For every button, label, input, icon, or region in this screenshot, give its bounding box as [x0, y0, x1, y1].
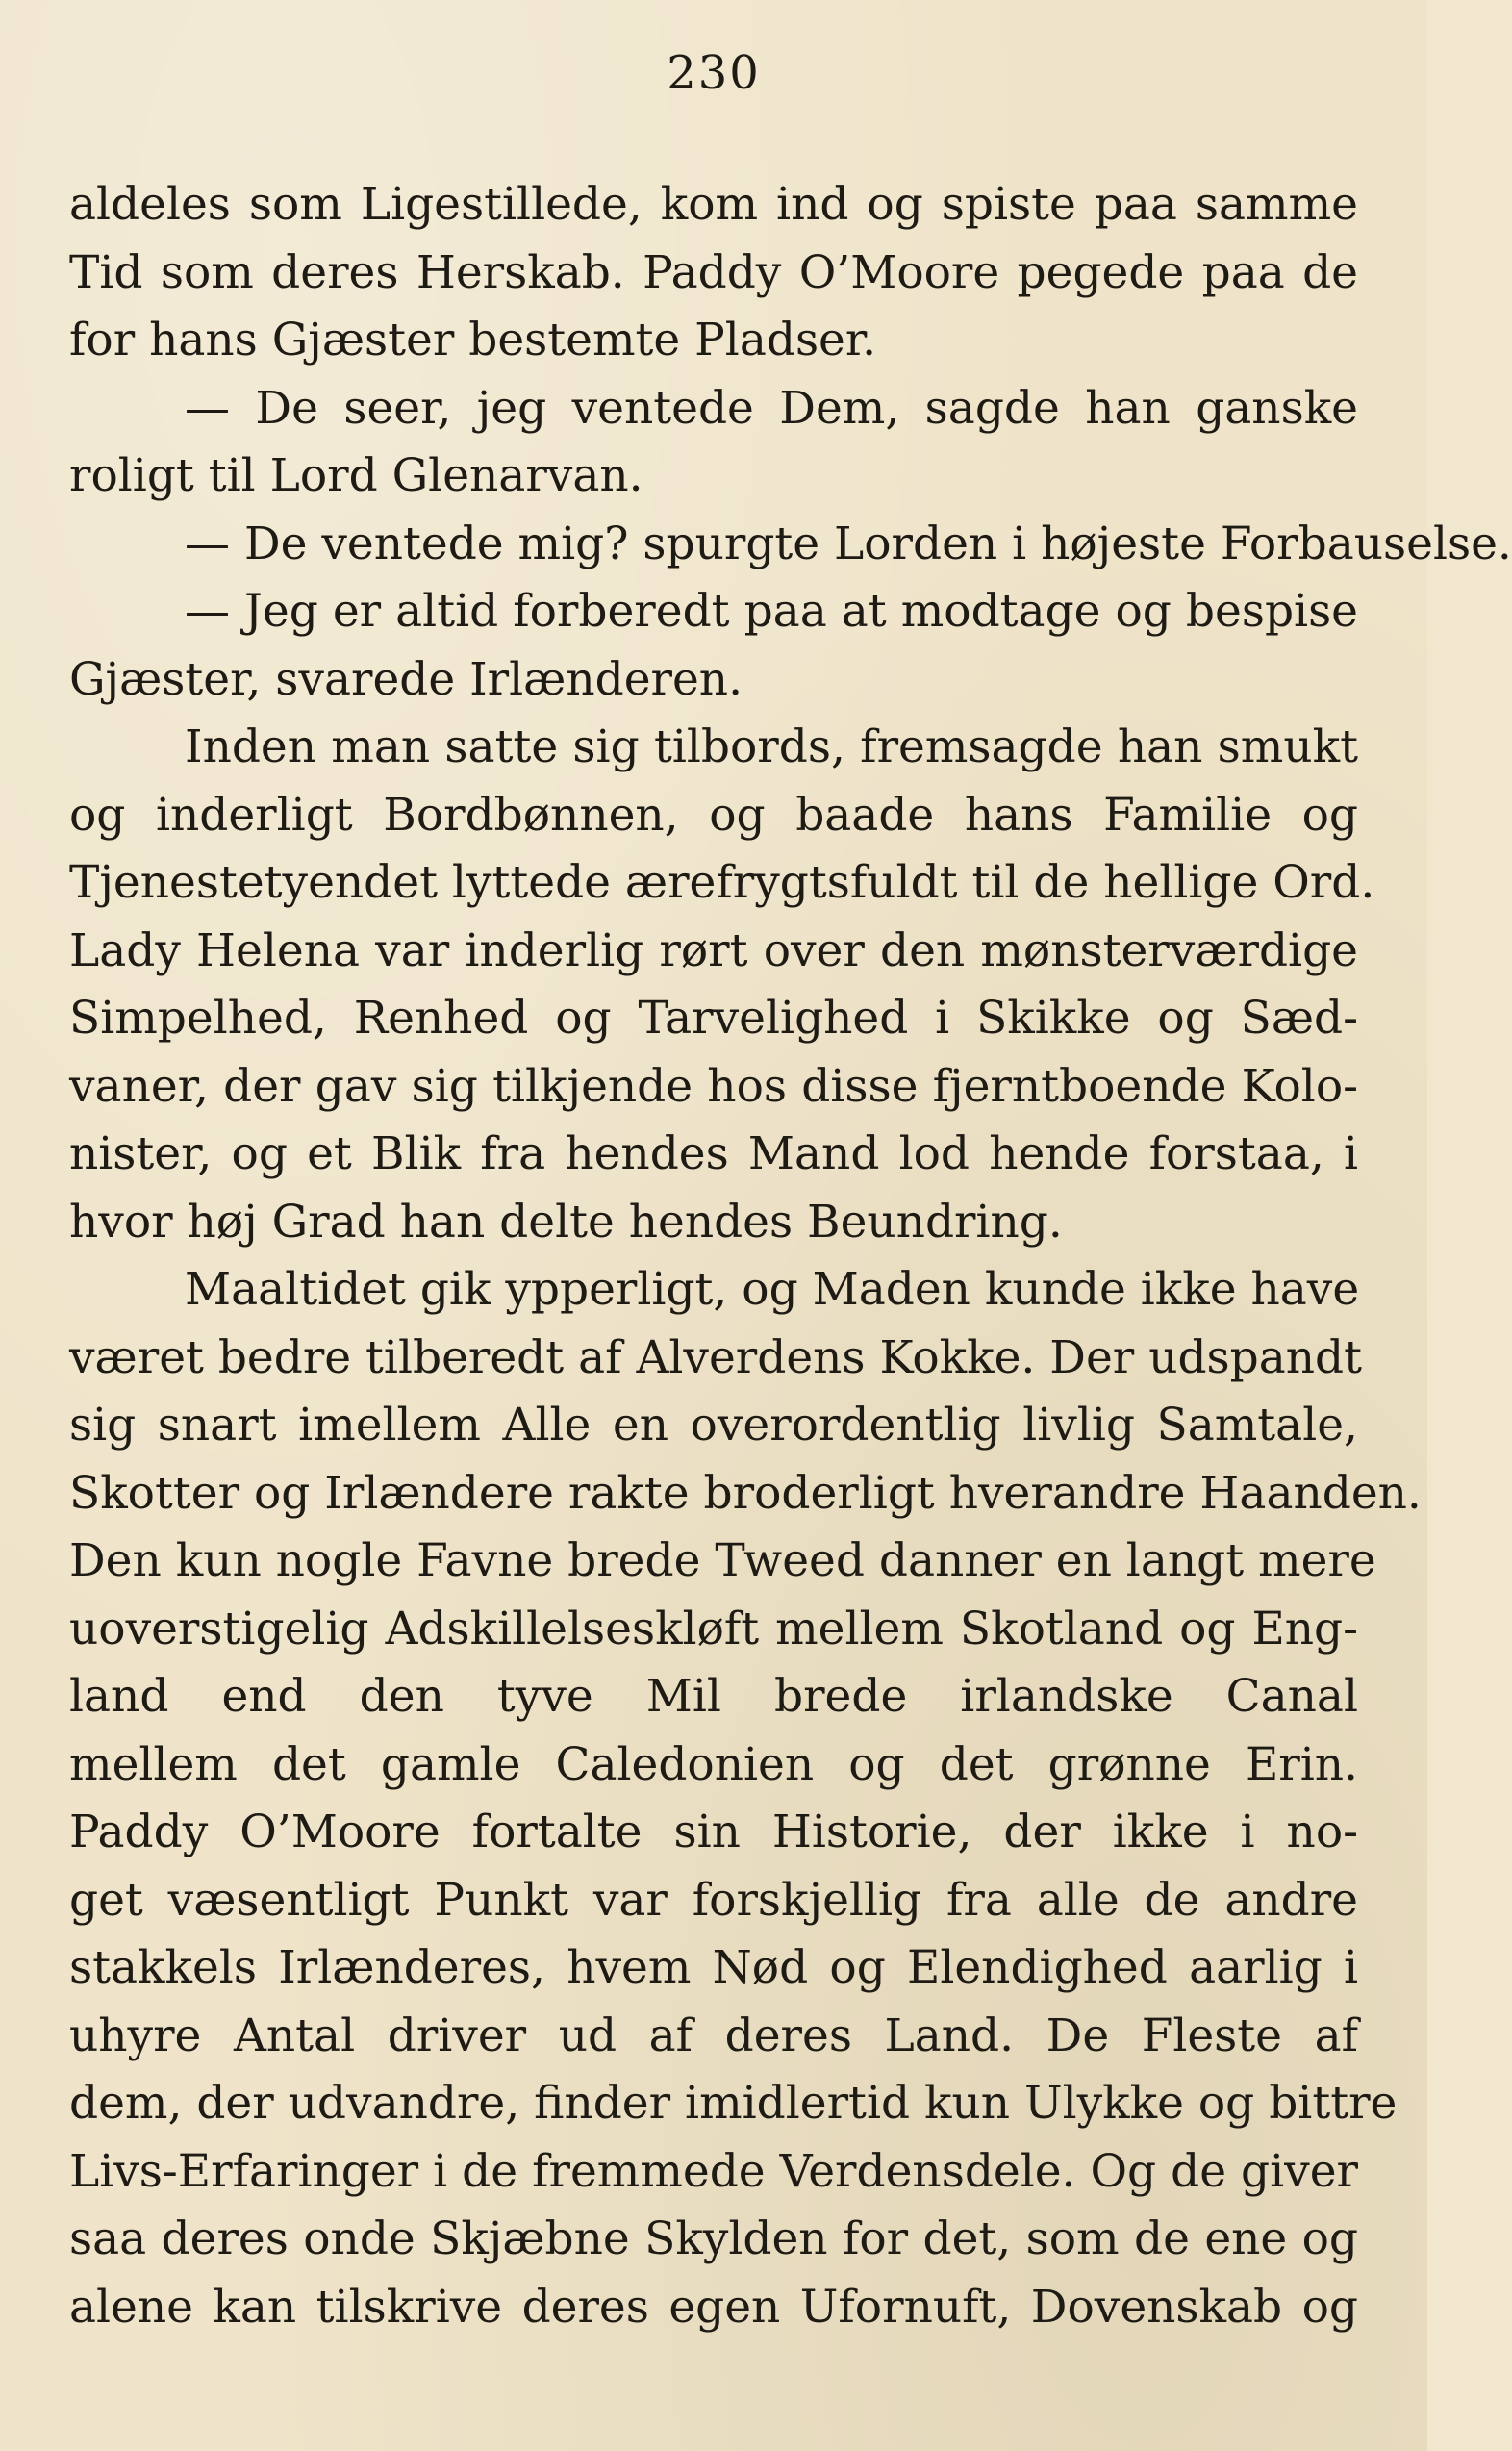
text-line: land end den tyve Mil brede irlandske Canal — [69, 1670, 1358, 1723]
text-line: nister, og et Blik fra hendes Mand lod hende forstaa, i — [69, 1127, 1358, 1180]
page-number: 230 — [667, 46, 761, 100]
text-line: — De seer, jeg ventede Dem, sagde han ganske — [185, 381, 1358, 435]
text-line: — Jeg er altid forberedt paa at modtage og bespise — [185, 585, 1358, 638]
text-line: Tjenestetyendet lyttede ærefrygtsfuldt til de hellige Ord. — [69, 856, 1375, 909]
text-line: Lady Helena var inderlig rørt over den mønsterværdige — [69, 923, 1358, 977]
text-line: aldeles som Ligestillede, kom ind og spiste paa samme — [69, 178, 1358, 231]
text-line: hvor høj Grad han delte hendes Beundring. — [69, 1195, 1063, 1249]
text-line: mellem det gamle Caledonien og det grønne Erin. — [69, 1737, 1358, 1791]
text-line: get væsentligt Punkt var forskjellig fra alle de andre — [69, 1873, 1358, 1927]
text-line: Maaltidet gik ypperligt, og Maden kunde ikke have — [185, 1263, 1360, 1316]
text-line: Gjæster, svarede Irlænderen. — [69, 652, 743, 706]
text-line: for hans Gjæster bestemte Pladser. — [69, 314, 877, 366]
text-line: været bedre tilberedt af Alverdens Kokke. Der udspandt — [69, 1330, 1363, 1384]
text-line: alene kan tilskrive deres egen Ufornuft, Dovenskab og — [69, 2280, 1358, 2334]
text-line: Simpelhed, Renhed og Tarvelighed i Skikke og Sæd- — [69, 992, 1358, 1045]
text-line: uhyre Antal driver ud af deres Land. De Fleste af — [69, 2009, 1358, 2062]
text-line: Tid som deres Herskab. Paddy O’Moore pegede paa de — [69, 245, 1358, 299]
text-line: og inderligt Bordbønnen, og baade hans Familie og — [69, 788, 1358, 842]
text-line: vaner, der gav sig tilkjende hos disse fjerntboende Kolo- — [69, 1059, 1358, 1113]
text-line: Skotter og Irlændere rakte broderligt hverandre Haanden. — [69, 1466, 1422, 1520]
text-line: Livs-Erfaringer i de fremmede Verdensdele. Og de giver — [69, 2144, 1358, 2198]
text-line: dem, der udvandre, finder imidlertid kun Ulykke og bittre — [69, 2077, 1398, 2130]
text-line: Inden man satte sig tilbords, fremsagde han smukt — [185, 720, 1358, 773]
text-line: sig snart imellem Alle en overordentlig livlig Samtale, — [69, 1399, 1358, 1452]
text-line: Den kun nogle Favne brede Tweed danner en langt mere — [69, 1534, 1376, 1587]
body-text — [69, 171, 1512, 2341]
text-line: — De ventede mig? spurgte Lorden i højeste Forbauselse. — [185, 517, 1512, 570]
text-line: stakkels Irlænderes, hvem Nød og Elendighed aarlig i — [69, 1941, 1358, 1994]
text-line: roligt til Lord Glenarvan. — [69, 449, 643, 502]
text-line: Paddy O’Moore fortalte sin Historie, der ikke i no- — [69, 1806, 1358, 1858]
text-line: uoverstigelig Adskillelseskløft mellem Skotland og Eng- — [69, 1602, 1358, 1655]
text-line: saa deres onde Skjæbne Skylden for det, som de ene og — [69, 2212, 1358, 2265]
